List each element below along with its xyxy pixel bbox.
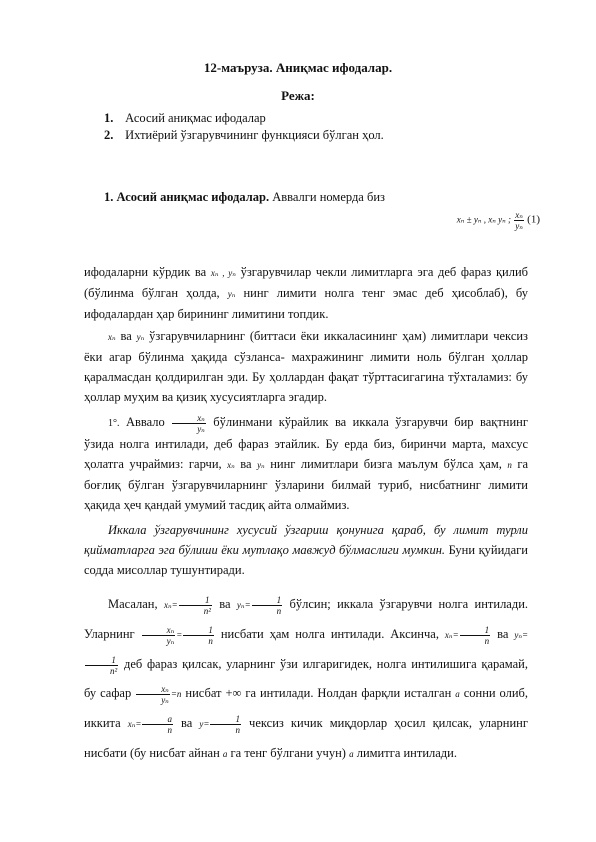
- fraction-denominator: n: [235, 724, 240, 735]
- text: деб фараз қилсак, уларнинг ўзи илгаригидек, нолга интилишига қарамай, бу сафар: [84, 657, 528, 700]
- ratio-fraction: [172, 413, 206, 434]
- fraction-denominator: yₙ: [197, 423, 205, 434]
- text: га тенг бўлгани учун): [230, 746, 346, 760]
- paragraph-1: [84, 262, 528, 324]
- math: a: [455, 689, 460, 699]
- fraction: [252, 595, 283, 616]
- fraction-numerator: xₙ: [172, 413, 206, 424]
- math: xₙ: [227, 460, 235, 470]
- paragraph-5: [84, 590, 528, 769]
- plan-item-number: 2.: [104, 128, 114, 142]
- math: xₙ: [108, 332, 116, 342]
- fraction: [210, 714, 241, 735]
- text: нисбати ҳам нолга интилади. Аксинча,: [220, 627, 439, 641]
- text: лимитга интилади.: [356, 746, 457, 760]
- paragraph-2: [84, 326, 528, 407]
- text: нинг лимитлари бизга маълум бўлса ҳам,: [270, 457, 502, 471]
- text: ўзгарувчилар чекли лимитларга эга деб фараз қилиб (бўлинма бўлган ҳолда,: [84, 265, 528, 300]
- math: xₙ , yₙ: [210, 268, 236, 278]
- paragraph-4: [84, 520, 528, 580]
- fraction: [136, 684, 170, 705]
- math: yₙ: [257, 460, 265, 470]
- fraction-denominator: yₙ: [166, 635, 175, 646]
- plan-item: [104, 110, 384, 127]
- text: сонни олиб, иккита: [84, 686, 529, 730]
- text: ўзгарувчиларнинг (биттаси ёки иккаласининг ҳам) лимитлари чексиз ёки агар бўлинма ҳақида сўзланса- махражининг лимити ноль бўлган ҳоллар қаралмасдан қолдирилган эди. Бу ҳоллардан фақат тўрттасигагина тўхталамиз: бу ҳоллар муҳим ва қизиқ хусусиятларга эгадир.: [84, 329, 528, 404]
- fraction-numerator: a: [142, 714, 173, 725]
- text: ифодаларни кўрдик ва: [84, 265, 207, 279]
- text: Буни қуйидаги содда мисоллар тушунтиради.: [84, 543, 528, 577]
- text: Масалан,: [108, 597, 158, 611]
- formula-1-text: xₙ ± yₙ , xₙ yₙ ;: [456, 214, 512, 225]
- fraction-numerator: xₙ: [136, 684, 170, 695]
- text: ва: [240, 457, 252, 471]
- text: нисбат +∞ га интилади. Нолдан фарқли исталган: [185, 686, 452, 700]
- fraction-numerator: 1: [183, 625, 214, 636]
- text: нинг лимити нолга тенг эмас деб ҳисоблаб), бу ифодалардан ҳар бирининг лимитини топдик.: [84, 286, 529, 321]
- math: a: [222, 749, 228, 759]
- fraction-numerator: xₙ: [142, 625, 176, 636]
- fraction-denominator: yₙ: [515, 221, 523, 231]
- plan-item-number: 1.: [104, 111, 114, 125]
- text: чексиз кичик миқдорлар ҳосил қилсак, уларнинг нисбати (бу нисбат айнан: [84, 716, 529, 760]
- math: xₙ=: [163, 600, 178, 610]
- text: бўлсин; иккала ўзгарувчи нолга интилади. Уларнинг: [84, 597, 529, 641]
- fraction-denominator: n: [276, 605, 282, 616]
- fraction: [85, 655, 118, 676]
- fraction-denominator: n: [484, 635, 490, 646]
- lecture-title: 12-маъруза. Аниқмас ифодалар.: [203, 60, 393, 75]
- math: yₙ=: [514, 630, 529, 640]
- fraction-numerator: xₙ: [515, 210, 523, 220]
- fraction-denominator: n²: [110, 665, 118, 676]
- section-heading: [104, 190, 385, 205]
- fraction-denominator: n: [208, 635, 213, 646]
- math: n: [507, 460, 512, 470]
- plan-heading: Режа:: [281, 88, 315, 103]
- plan-item-text: Ихтиёрий ўзгарувчининг функцияси бўлган ҳол.: [125, 128, 384, 142]
- section-lead: Аввалги номерда биз: [269, 190, 385, 204]
- text: га боғлиқ бўлган ўзгарувчиларнинг ўзларини билмай туриб, нисбатнинг лимити ҳақида ҳеч қандай умумий тасдиқ айта олмаймиз.: [84, 457, 529, 512]
- paragraph-3: [84, 412, 528, 515]
- italic-text: Иккала ўзгарувчининг хусусий ўзгариш қонунига қараб, бу лимит турли қийматларга эга бўлиши ёки мутлақо мавжуд бўлмаслиги мумкин.: [84, 523, 528, 557]
- fraction: [460, 625, 491, 646]
- formula-1-fraction: [514, 210, 524, 231]
- text: ва: [219, 597, 231, 611]
- fraction-denominator: n: [167, 724, 172, 735]
- fraction-numerator: 1: [252, 595, 283, 606]
- math: a: [349, 749, 354, 759]
- text: ва: [181, 716, 193, 730]
- section-number: 1.: [104, 190, 114, 204]
- formula-1: [457, 210, 540, 231]
- plan-list: [104, 110, 384, 144]
- plan-item-text: Асосий аниқмас ифодалар: [125, 111, 266, 125]
- text: ва: [497, 627, 509, 641]
- text: Аввало: [125, 415, 165, 429]
- fraction: [142, 625, 176, 646]
- equation-number: (1): [527, 213, 540, 226]
- fraction-denominator: n²: [203, 605, 211, 616]
- section-title: Асосий аниқмас ифодалар.: [116, 190, 270, 204]
- fraction: [183, 625, 214, 646]
- math: =n: [170, 689, 182, 699]
- fraction: [179, 595, 212, 616]
- plan-item: [104, 127, 384, 144]
- fraction: [142, 714, 173, 735]
- math: xₙ=: [127, 719, 142, 729]
- math: y=: [199, 719, 210, 729]
- item-label: 1°.: [108, 418, 120, 429]
- math: yₙ: [136, 332, 145, 342]
- text: бўлинмани кўрайлик ва иккала ўзгарувчи бир вақтнинг ўзида нолга интилади, деб фараз этайлик. Бу ерда биз, биринчи марта, махсус ҳолатга учраймиз: гарчи,: [84, 415, 528, 471]
- fraction-numerator: 1: [179, 595, 212, 606]
- math: =: [176, 630, 183, 640]
- fraction-numerator: 1: [85, 655, 118, 666]
- math: xₙ=: [444, 630, 459, 640]
- fraction-numerator: 1: [460, 625, 491, 636]
- fraction-numerator: 1: [210, 714, 241, 725]
- math: yₙ: [227, 289, 236, 299]
- fraction-denominator: yₙ: [161, 694, 169, 705]
- math: yₙ=: [236, 600, 251, 610]
- text: ва: [120, 329, 132, 343]
